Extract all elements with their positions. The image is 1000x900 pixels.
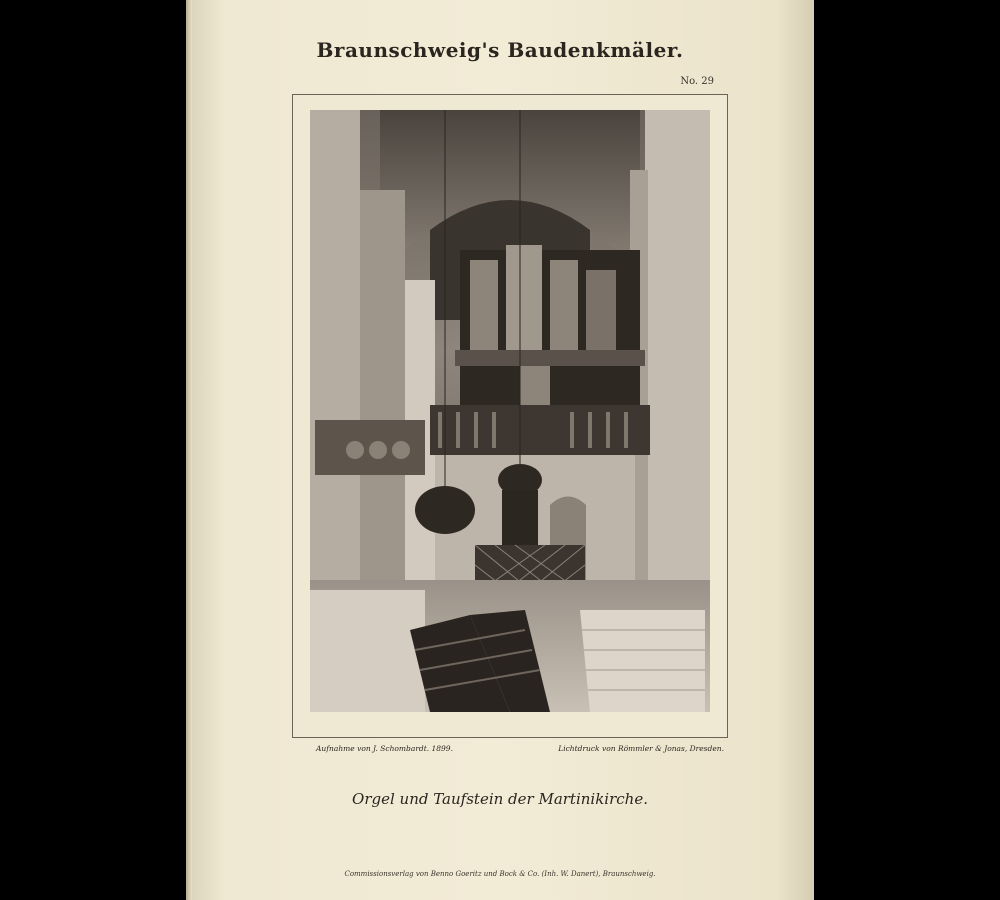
printer-credit: Lichtdruck von Römmler & Jonas, Dresden. (558, 744, 724, 753)
page-binding-edge (186, 0, 192, 900)
plate-caption: Orgel und Taufstein der Martinikirche. (352, 790, 648, 808)
publisher-line: Commissionsverlag von Benno Goeritz und Bock & Co. (Inh. W. Danert), Braunschweig. (344, 870, 656, 878)
page-title: Braunschweig's Baudenkmäler. (316, 38, 684, 62)
church-interior-illustration (310, 110, 710, 712)
book-page (186, 0, 814, 900)
photographer-credit: Aufnahme von J. Schombardt. 1899. (316, 744, 453, 753)
church-interior-photo (310, 110, 710, 712)
plate-number: No. 29 (680, 76, 714, 87)
